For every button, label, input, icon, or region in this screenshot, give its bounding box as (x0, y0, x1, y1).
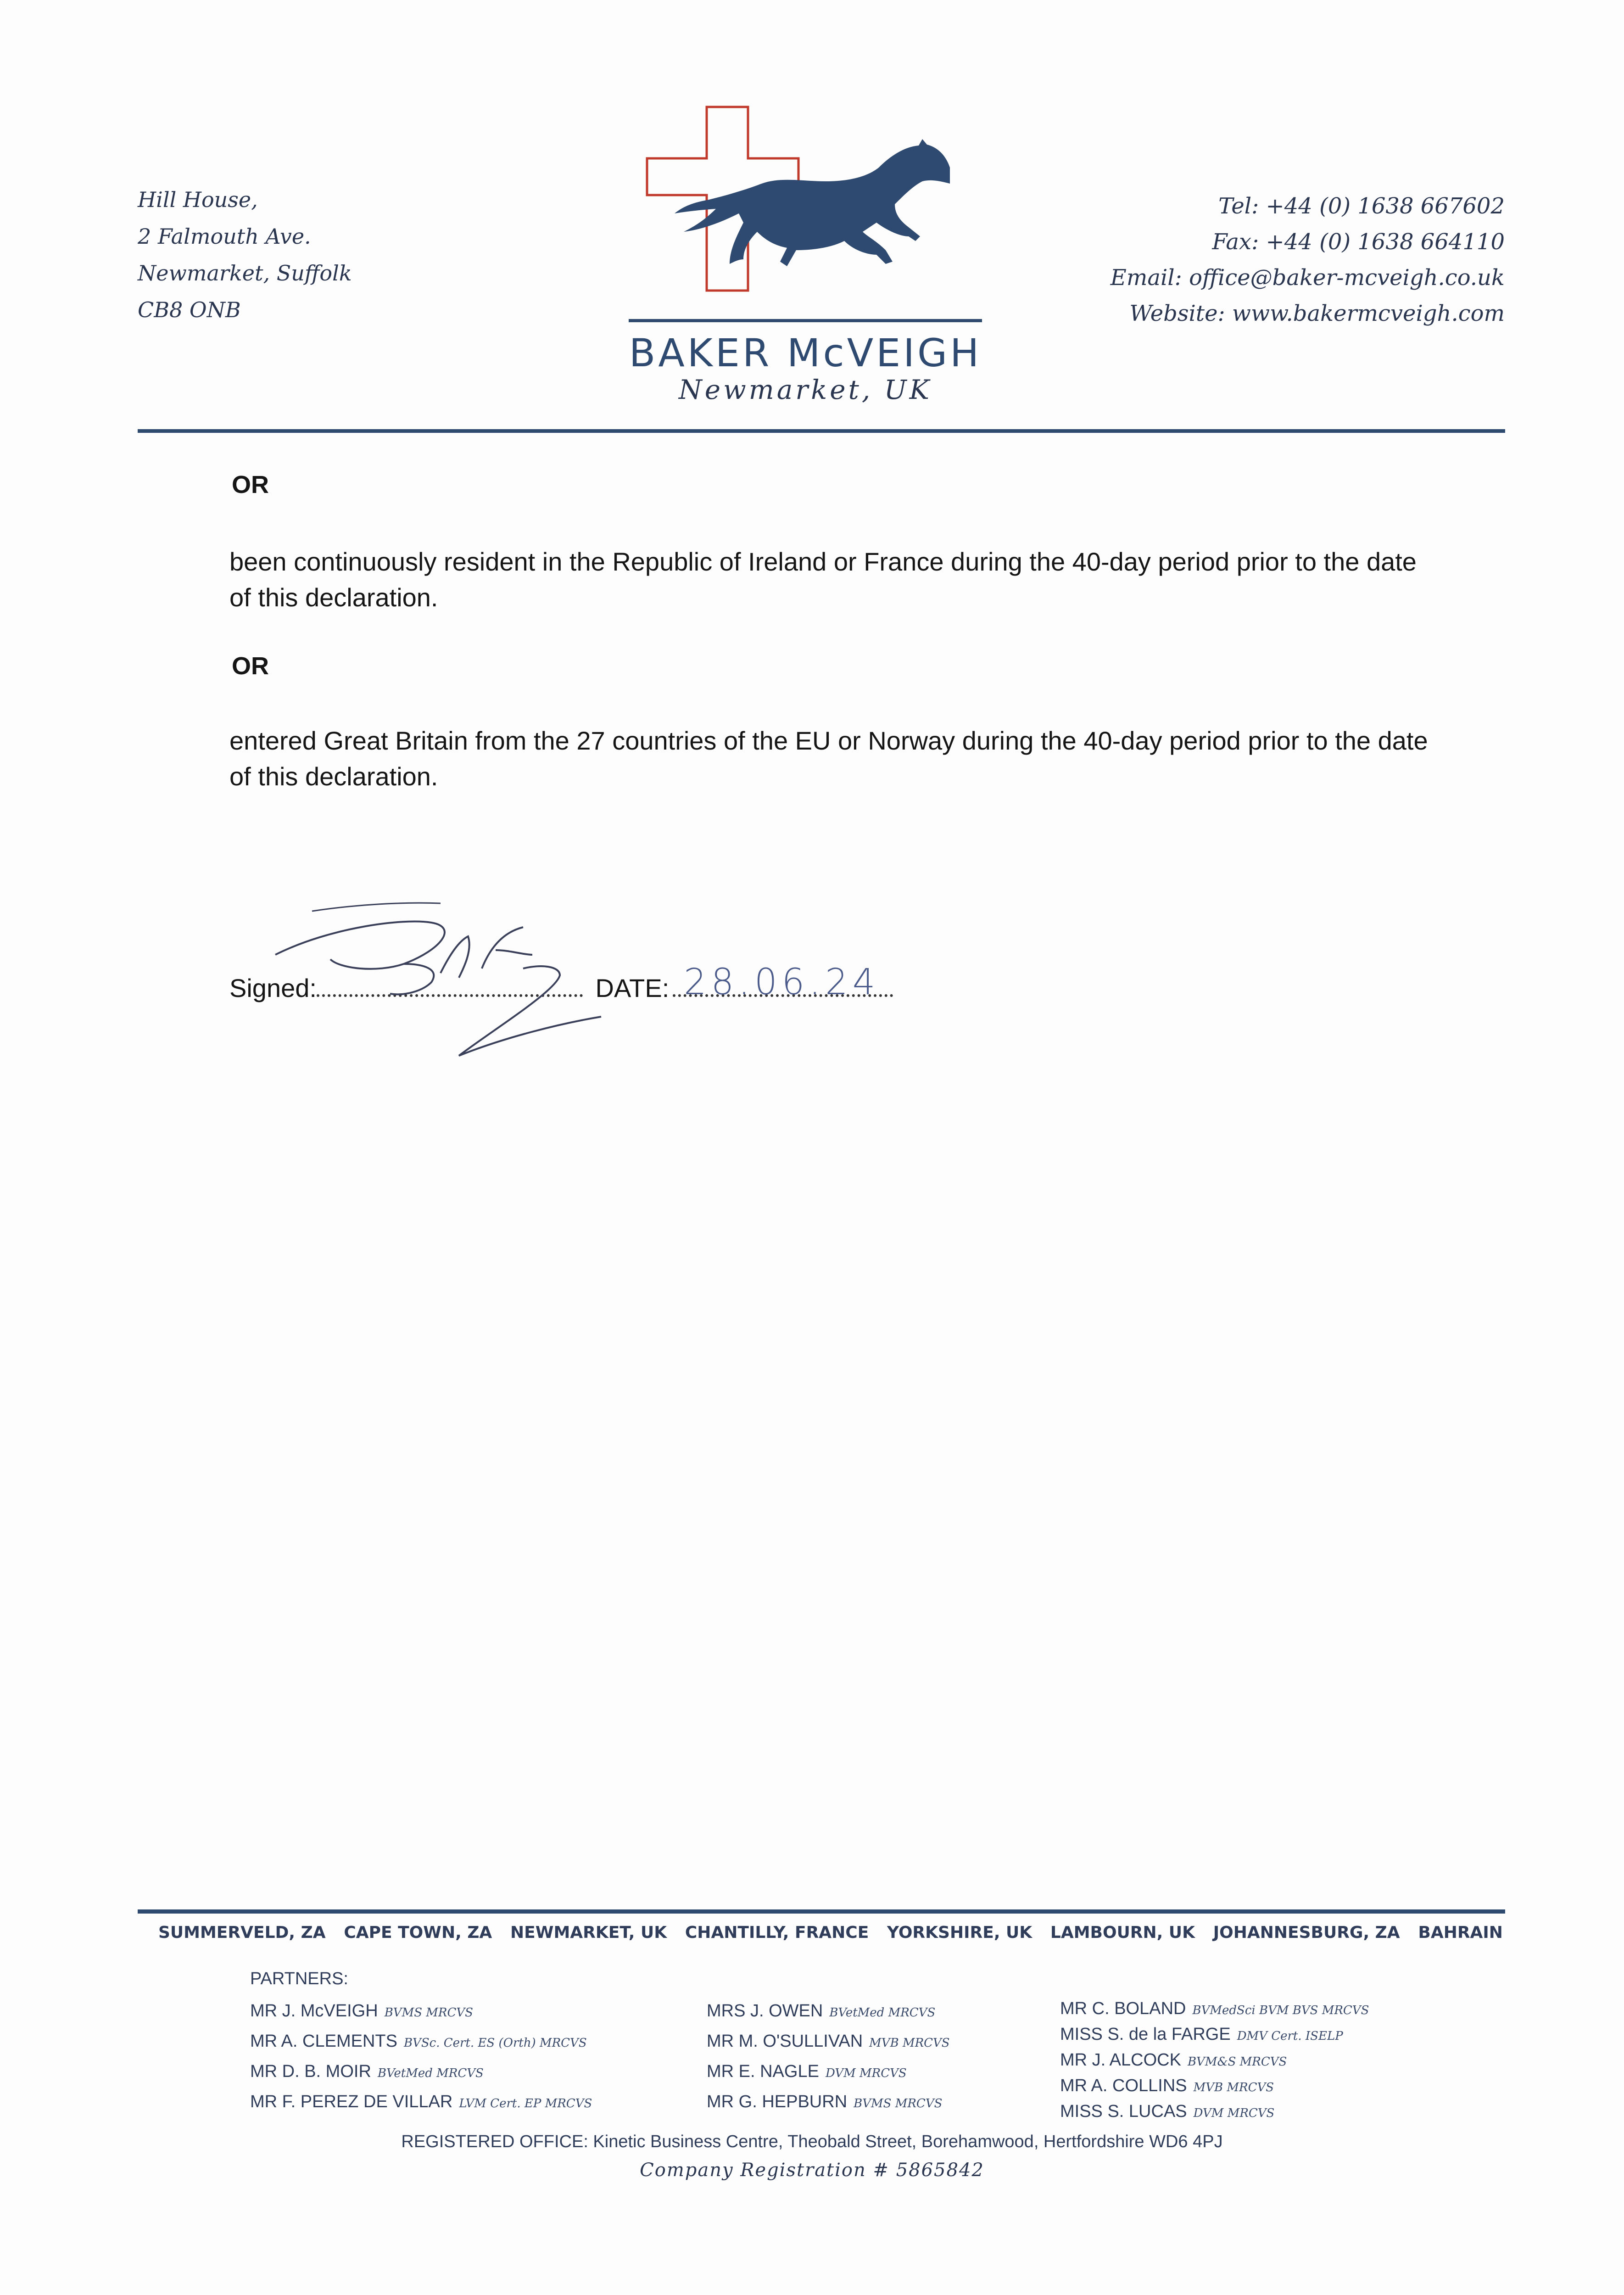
partner-name: MR C. BOLAND (1060, 1999, 1186, 2018)
partner-name: MR G. HEPBURN (707, 2092, 848, 2111)
partner-name: MISS S. de la FARGE (1060, 2025, 1231, 2044)
address-line: CB8 ONB (138, 297, 241, 322)
footer-divider (138, 1909, 1505, 1914)
partner-name: MR F. PEREZ DE VILLAR (250, 2092, 453, 2111)
partner-entry (250, 2088, 592, 2118)
location-item: LAMBOURN, UK (1050, 1923, 1195, 1942)
signed-label: Signed: (229, 974, 317, 1002)
partner-quals: BVMedSci BVM BVS MRCVS (1192, 2004, 1369, 2017)
partner-quals: LVM Cert. EP MRCVS (459, 2097, 592, 2110)
declaration-paragraph: entered Great Britain from the 27 countries of the EU or Norway during the 40-day period prior to the date of this declaration. (229, 726, 1428, 791)
partner-name: MR A. COLLINS (1060, 2076, 1187, 2095)
partner-quals: BVSc. Cert. ES (Orth) MRCVS (403, 2036, 587, 2050)
partner-quals: DVM MRCVS (825, 2066, 907, 2080)
location-item: SUMMERVELD, ZA (158, 1923, 326, 1942)
partner-name: MR E. NAGLE (707, 2062, 819, 2081)
partner-entry (1060, 2074, 1369, 2099)
partner-entry (1060, 2099, 1369, 2125)
partner-name: MR J. McVEIGH (250, 2001, 378, 2021)
baker-mcveigh-logo (629, 103, 982, 324)
partner-quals: BVetMed MRCVS (377, 2066, 484, 2080)
partner-entry (250, 1997, 592, 2027)
contact-block (1046, 188, 1505, 331)
partner-entry (1060, 2022, 1369, 2048)
location-item: YORKSHIRE, UK (887, 1923, 1032, 1942)
partner-name: MR M. O'SULLIVAN (707, 2032, 863, 2051)
brand-name: BAKER McVEIGH (629, 330, 982, 375)
header-divider (138, 429, 1505, 433)
partner-quals: MVB MRCVS (1193, 2081, 1274, 2094)
location-item: CHANTILLY, FRANCE (685, 1923, 869, 1942)
brand-location: Newmarket, UK (679, 374, 932, 405)
registered-office: REGISTERED OFFICE: Kinetic Business Centre, Theobald Street, Borehamwood, Hertfordshire WD6 4PJ (401, 2132, 1223, 2151)
partner-quals: BVM&S MRCVS (1187, 2055, 1287, 2069)
horse-icon (675, 139, 950, 266)
logo-underline (629, 319, 982, 322)
partner-name: MISS S. LUCAS (1060, 2102, 1187, 2121)
location-item: JOHANNESBURG, ZA (1213, 1923, 1400, 1942)
partner-entry (250, 2057, 592, 2088)
location-item: BAHRAIN (1418, 1923, 1503, 1942)
partners-column (1060, 1997, 1369, 2125)
handwritten-date: 28.06.24 (684, 962, 880, 1003)
partners-label: PARTNERS: (250, 1969, 348, 1988)
partner-entry (1060, 2048, 1369, 2074)
partner-name: MR A. CLEMENTS (250, 2032, 397, 2051)
partner-quals: DMV Cert. ISELP (1237, 2029, 1343, 2043)
address-line: Newmarket, Suffolk (138, 261, 352, 285)
handwritten-signature (266, 900, 633, 1065)
partner-entry (707, 1997, 950, 2027)
company-registration: Company Registration # 5865842 (640, 2160, 984, 2181)
partner-name: MRS J. OWEN (707, 2001, 823, 2021)
declaration-paragraph: been continuously resident in the Republic of Ireland or France during the 40-day period prior to the date of this declaration. (229, 547, 1417, 612)
partner-name: MR D. B. MOIR (250, 2062, 371, 2081)
partner-entry (1060, 1997, 1369, 2022)
date-label: DATE: (595, 974, 670, 1002)
partner-entry (707, 2027, 950, 2057)
location-item: NEWMARKET, UK (510, 1923, 667, 1942)
partners-column (707, 1997, 950, 2118)
partner-quals: DVM MRCVS (1193, 2106, 1275, 2120)
partner-quals: BVetMed MRCVS (829, 2006, 936, 2020)
partners-column (250, 1997, 592, 2118)
email-line[interactable]: Email: office@baker-mcveigh.co.uk (1110, 265, 1505, 291)
partner-entry (250, 2027, 592, 2057)
partner-entry (707, 2088, 950, 2118)
office-locations (158, 1923, 1503, 1942)
website-line[interactable]: Website: www.bakermcveigh.com (1129, 301, 1505, 326)
or-heading: OR (232, 471, 269, 498)
partner-name: MR J. ALCOCK (1060, 2050, 1181, 2070)
tel-line: Tel: +44 (0) 1638 667602 (1218, 193, 1505, 219)
or-heading: OR (232, 652, 269, 680)
partner-quals: MVB MRCVS (869, 2036, 950, 2050)
address-block (138, 181, 352, 328)
partner-entry (707, 2057, 950, 2088)
partner-quals: BVMS MRCVS (384, 2006, 473, 2020)
fax-line: Fax: +44 (0) 1638 664110 (1212, 229, 1505, 255)
address-line: Hill House, (138, 187, 258, 212)
location-item: CAPE TOWN, ZA (344, 1923, 492, 1942)
partner-quals: BVMS MRCVS (854, 2097, 943, 2110)
address-line: 2 Falmouth Ave. (138, 224, 311, 249)
